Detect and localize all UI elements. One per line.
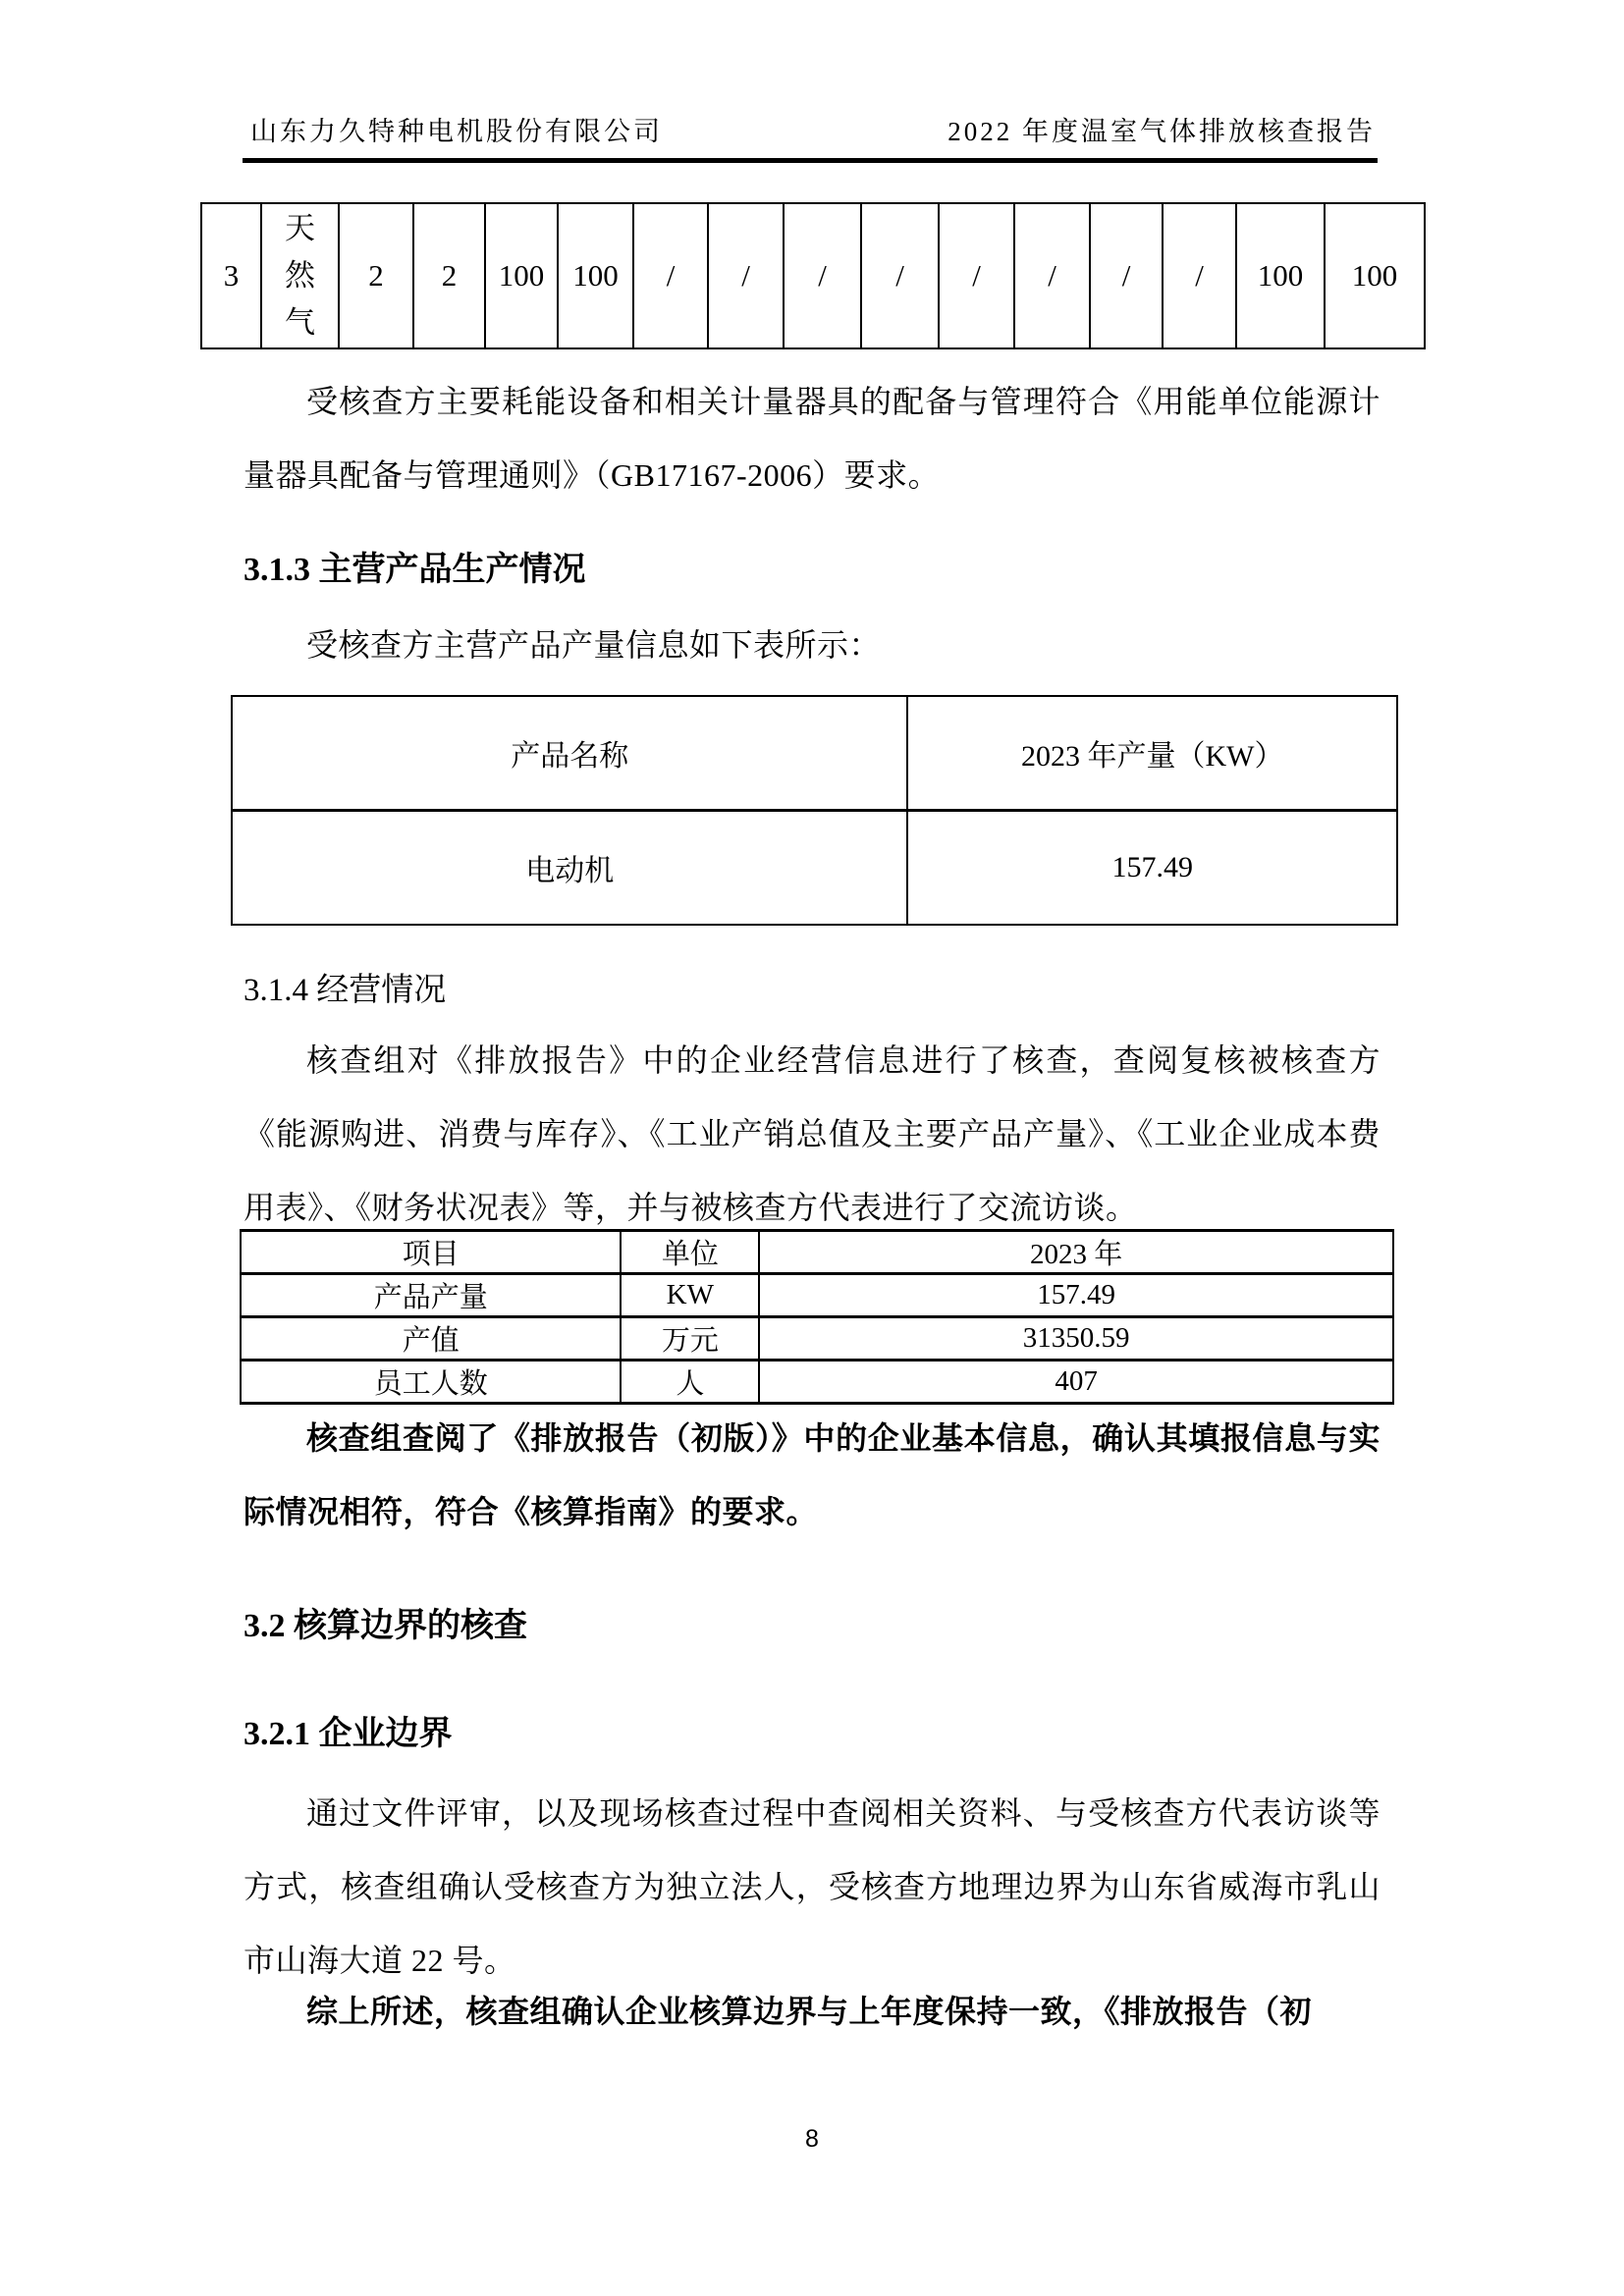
table-cell: 100 — [1325, 203, 1425, 348]
paragraph-metering-compliance: 受核查方主要耗能设备和相关计量器具的配备与管理符合《用能单位能源计量器具配备与管理通则》（GB17167-2006）要求。 — [244, 384, 1380, 493]
table-cell: 100 — [558, 203, 633, 348]
table-header-cell: 产品名称 — [232, 696, 907, 811]
table-cell: / — [1163, 203, 1236, 348]
table-cell — [261, 203, 339, 348]
table-header-cell: 单位 — [621, 1231, 759, 1274]
table-row — [201, 203, 1425, 348]
paragraph-basic-info-conclusion: 核查组查阅了《排放报告（初版）》中的企业基本信息，确认其填报信息与实际情况相符，符合《核算指南》的要求。 — [244, 1420, 1380, 1529]
header-divider — [243, 158, 1378, 163]
table-cell: 2 — [413, 203, 485, 348]
table-cell: / — [939, 203, 1014, 348]
page-number: 8 — [805, 2125, 819, 2153]
table-cell: 407 — [759, 1361, 1393, 1404]
heading-3-2: 3.2 核算边界的核查 — [244, 1608, 527, 1644]
table-header-row — [241, 1231, 1393, 1274]
header-company: 山东力久特种电机股份有限公司 — [250, 117, 663, 146]
table-header-row — [232, 696, 1397, 811]
table-cell: 产值 — [241, 1317, 621, 1361]
table-cell: 31350.59 — [759, 1317, 1393, 1361]
table-row — [241, 1317, 1393, 1361]
paragraph-operation-review: 核查组对《排放报告》中的企业经营信息进行了核查，查阅复核被核查方《能源购进、消费与库存》、《工业产销总值及主要产品产量》、《工业企业成本费用表》、《财务状况表》等，并与被核查方代表进行了交流访谈。 — [244, 1042, 1380, 1225]
operation-figures-table — [240, 1229, 1394, 1405]
table-header-cell: 2023 年 — [759, 1231, 1393, 1274]
table-cell: / — [633, 203, 708, 348]
table-cell: / — [861, 203, 939, 348]
paragraph-boundary-conclusion: 综上所述，核查组确认企业核算边界与上年度保持一致，《排放报告（初 — [306, 1994, 1313, 2029]
table-cell: / — [1014, 203, 1090, 348]
product-output-table — [231, 695, 1398, 926]
table-cell: 2 — [339, 203, 413, 348]
table-row — [232, 811, 1397, 926]
table-cell: 157.49 — [759, 1274, 1393, 1317]
heading-3-2-1: 3.2.1 企业边界 — [244, 1716, 453, 1752]
table-cell: 产品产量 — [241, 1274, 621, 1317]
table-cell: 人 — [621, 1361, 759, 1404]
table-cell: 万元 — [621, 1317, 759, 1361]
table-cell-text: 天然气 — [285, 210, 315, 341]
energy-meter-table-fragment — [200, 202, 1426, 349]
table-cell: / — [784, 203, 861, 348]
paragraph-product-intro: 受核查方主营产品产量信息如下表所示： — [306, 627, 882, 663]
table-cell: KW — [621, 1274, 759, 1317]
table-row — [241, 1274, 1393, 1317]
table-header-cell: 2023 年产量（KW） — [907, 696, 1397, 811]
table-cell: 157.49 — [907, 811, 1397, 926]
heading-3-1-3: 3.1.3 主营产品生产情况 — [244, 552, 586, 588]
table-cell: 100 — [485, 203, 558, 348]
paragraph-enterprise-boundary: 通过文件评审，以及现场核查过程中查阅相关资料、与受核查方代表访谈等方式，核查组确认受核查方为独立法人，受核查方地理边界为山东省威海市乳山市山海大道 22 号。 — [244, 1795, 1380, 1978]
table-cell: 员工人数 — [241, 1361, 621, 1404]
header-report-title: 2022 年度温室气体排放核查报告 — [947, 117, 1376, 146]
table-header-cell: 项目 — [241, 1231, 621, 1274]
table-row — [241, 1361, 1393, 1404]
table-cell: / — [1090, 203, 1163, 348]
table-cell: 3 — [201, 203, 261, 348]
table-cell: / — [708, 203, 784, 348]
table-cell: 100 — [1236, 203, 1325, 348]
heading-3-1-4: 3.1.4 经营情况 — [244, 973, 447, 1008]
table-cell: 电动机 — [232, 811, 907, 926]
